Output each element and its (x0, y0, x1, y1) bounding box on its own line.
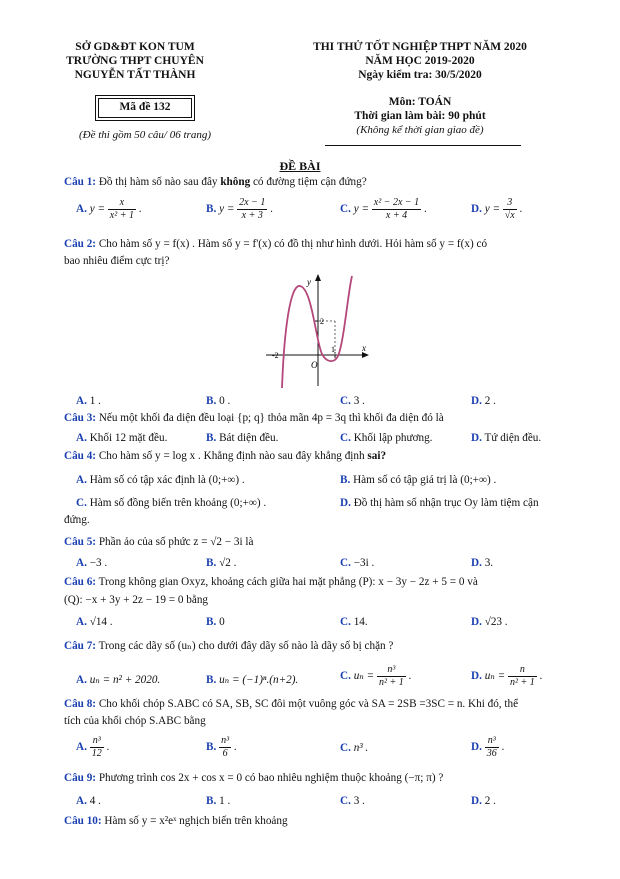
q4-option-c[interactable] (76, 497, 266, 509)
y-axis-arrow (315, 274, 321, 281)
q1-option-c[interactable]: C. y = $\frac{\text{x² − 2x − 1}}{x + 4}$ . (340, 197, 427, 221)
option-text: 1 . (89, 395, 101, 407)
option-label: D. (471, 395, 482, 407)
question-1-text-b: có đường tiệm cận đứng? (250, 176, 367, 188)
question-7-text: Trong các dãy số (uₙ) cho dưới đây dãy số nào là dãy số bị chặn ? (96, 640, 394, 652)
option-text: Tứ diện đều. (484, 432, 542, 444)
option-label: D. (471, 432, 482, 444)
option-text: Hàm số có tập xác định là (0;+∞) . (89, 474, 245, 486)
header-divider (325, 145, 521, 146)
q3-option-a[interactable] (76, 432, 167, 444)
question-7-number: Câu 7: (64, 640, 97, 652)
question-6-text-line2: (Q): −x + 3y + 2z − 19 = 0 bằng (64, 594, 209, 606)
question-6-number: Câu 6: (64, 576, 97, 588)
option-label: C. (340, 203, 351, 216)
option-label: C. (340, 616, 351, 628)
question-5 (64, 536, 254, 548)
q7-c-lhs: uₙ = (353, 670, 375, 683)
question-8-number: Câu 8: (64, 698, 97, 710)
q4-option-d-continued: đứng. (64, 514, 90, 526)
option-label: B. (206, 432, 217, 444)
option-text: Bát diện đều. (219, 432, 279, 444)
question-3-text: Nếu một khối đa diện đều loại {p; q} thỏa mãn 4p = 3q thì khối đa diện đó là (96, 412, 444, 424)
q1-d-lhs: y = (484, 203, 500, 216)
q8-d-fraction: $\frac{\text{n³}}{36}$ (486, 735, 497, 759)
origin-label: O (311, 360, 318, 370)
option-label: A. (76, 795, 87, 807)
option-text: uₙ = (−1)ⁿ.(n+2). (219, 674, 299, 686)
option-label: A. (76, 432, 87, 444)
q1-c-lhs: y = (353, 203, 369, 216)
q4-option-d[interactable] (340, 497, 539, 509)
question-3 (64, 412, 444, 424)
q4-option-a[interactable] (76, 474, 245, 486)
q8-option-a[interactable]: A. $\frac{\text{n³}}{12}$ . (76, 735, 110, 759)
option-text: √23 . (484, 616, 508, 628)
option-text: 3 . (353, 795, 365, 807)
option-text: Đồ thị hàm số nhận trục Oy làm tiệm cận (353, 497, 539, 509)
q6-option-b[interactable] (206, 616, 225, 628)
option-text: 3 . (353, 395, 365, 407)
option-label: B. (340, 474, 351, 486)
option-label: A. (76, 474, 87, 486)
option-text: 0 (219, 616, 225, 628)
q8-option-c[interactable] (340, 742, 368, 754)
option-label: A. (76, 674, 87, 686)
question-10-number: Câu 10: (64, 815, 102, 827)
option-label: B. (206, 674, 217, 686)
option-label: D. (471, 670, 482, 683)
q1-option-b[interactable]: B. y = $\frac{2x - 1}{x + 3}$ . (206, 197, 273, 221)
q1-c-fraction: $\frac{\text{x² − 2x − 1}}{x + 4}$ (373, 197, 420, 221)
option-label: A. (76, 741, 87, 754)
tick-label-minus-2: -2 (272, 351, 279, 360)
section-title: ĐỀ BÀI (279, 159, 321, 173)
option-text: 1 . (219, 795, 231, 807)
question-2-text: Cho hàm số y = f(x) . Hàm số y = f'(x) có đồ thị như hình dưới. Hỏi hàm số y = f(x) có (96, 238, 488, 250)
question-5-number: Câu 5: (64, 536, 97, 548)
q5-option-c[interactable] (340, 557, 374, 569)
question-6 (64, 576, 478, 588)
option-text: Hàm số có tập giá trị là (0;+∞) . (353, 474, 497, 486)
question-7 (64, 639, 393, 652)
option-text: √14 . (89, 616, 113, 628)
q1-a-lhs: y = (89, 203, 105, 216)
question-10-text: Hàm số y = x²eˣ nghịch biến trên khoảng (101, 815, 288, 827)
option-label: B. (206, 616, 217, 628)
q8-option-d[interactable]: D. $\frac{\text{n³}}{36}$ . (471, 735, 505, 759)
q8-b-fraction: $\frac{\text{n³}}{6}$ (221, 735, 230, 759)
q8-a-fraction: $\frac{\text{n³}}{12}$ (91, 735, 102, 759)
option-label: D. (471, 795, 482, 807)
q2-option-a[interactable] (76, 395, 101, 407)
option-label: B. (206, 557, 217, 569)
q2-option-b[interactable] (206, 395, 230, 407)
q1-option-a[interactable]: A. y = $\frac{x}{\text{x² + 1}}$ . (76, 197, 142, 221)
q7-option-c[interactable]: C. uₙ = $\frac{\text{n³}}{\text{n² + 1}}$ . (340, 664, 412, 688)
question-2-text-line2: bao nhiêu điểm cực trị? (64, 255, 170, 267)
option-text: 4 . (89, 795, 101, 807)
question-3-number: Câu 3: (64, 412, 97, 424)
q7-option-b[interactable] (206, 673, 298, 686)
q7-d-fraction: $\frac{n}{\text{n² + 1}}$ (509, 664, 535, 688)
option-label: D. (471, 741, 482, 754)
question-1-number: Câu 1: (64, 176, 97, 188)
option-label: C. (340, 670, 351, 683)
exam-date: Ngày kiểm tra: 30/5/2020 (358, 69, 482, 81)
q1-b-lhs: y = (219, 203, 235, 216)
q5-option-b[interactable] (206, 557, 236, 569)
option-label: D. (471, 203, 482, 216)
f-prime-curve (282, 276, 352, 388)
question-1-bold: không (220, 176, 251, 188)
question-4-text: Cho hàm số y = log x . Khẳng định nào sau đây khẳng định (96, 450, 368, 462)
option-text: −3 . (89, 557, 108, 569)
option-label: D. (340, 497, 351, 509)
q6-option-c[interactable] (340, 616, 368, 628)
option-label: C. (340, 742, 351, 754)
question-4 (64, 450, 386, 462)
q5-option-d[interactable] (471, 557, 493, 569)
exam-code: Mã đề 132 (119, 101, 171, 113)
q1-option-d[interactable]: D. y = $\frac{3}{√x}$ . (471, 197, 523, 221)
q9-option-d[interactable] (471, 795, 496, 807)
question-9-text: Phương trình cos 2x + cos x = 0 có bao nhiêu nghiệm thuộc khoảng (−π; π) ? (96, 772, 444, 784)
question-6-text: Trong không gian Oxyz, khoảng cách giữa hai mặt phẳng (P): x − 3y − 2z + 5 = 0 và (96, 576, 478, 588)
option-text: 2 . (484, 395, 496, 407)
option-label: B. (206, 395, 217, 407)
option-text: √2 . (219, 557, 237, 569)
time-note: (Không kể thời gian giao đề) (356, 124, 484, 136)
q2-option-c[interactable] (340, 395, 365, 407)
question-4-number: Câu 4: (64, 450, 97, 462)
question-1 (64, 176, 367, 188)
option-text: uₙ = n² + 2020. (89, 674, 161, 686)
q9-option-a[interactable] (76, 795, 101, 807)
option-text: Hàm số đồng biến trên khoảng (0;+∞) . (89, 497, 267, 509)
school-dept: SỞ GD&ĐT KON TUM (75, 41, 195, 53)
question-8 (64, 698, 518, 710)
q7-c-fraction: $\frac{\text{n³}}{\text{n² + 1}}$ (378, 664, 404, 688)
option-text: 3. (484, 557, 494, 569)
q3-option-b[interactable] (206, 432, 278, 444)
pages-note: (Đề thi gồm 50 câu/ 06 trang) (79, 129, 211, 141)
q4-option-b[interactable] (340, 474, 496, 486)
y-axis-label: y (307, 277, 311, 287)
question-8-text: Cho khối chóp S.ABC có SA, SB, SC đôi một vuông góc và SA = 2SB =3SC = n. Khi đó, thể (96, 698, 519, 710)
option-label: C. (340, 557, 351, 569)
option-text: 14. (353, 616, 368, 628)
option-label: D. (471, 557, 482, 569)
school-year: NĂM HỌC 2019-2020 (365, 55, 475, 67)
derivative-graph (262, 272, 372, 390)
option-label: B. (206, 203, 217, 216)
q1-a-fraction: $\frac{x}{\text{x² + 1}}$ (109, 197, 134, 221)
q8-option-b[interactable]: B. $\frac{\text{n³}}{6}$ . (206, 735, 237, 759)
q3-option-d[interactable] (471, 432, 541, 444)
question-1-text-a: Đồ thị hàm số nào sau đây (96, 176, 221, 188)
option-label: C. (76, 497, 87, 509)
option-label: A. (76, 616, 87, 628)
question-9-number: Câu 9: (64, 772, 97, 784)
option-label: A. (76, 395, 87, 407)
option-text: 0 . (219, 395, 231, 407)
option-text: n³ . (353, 742, 369, 754)
option-label: B. (206, 795, 217, 807)
q7-d-lhs: uₙ = (484, 670, 506, 683)
tick-label-2: 2 (320, 317, 324, 326)
option-text: 2 . (484, 795, 496, 807)
x-axis-label: x (362, 343, 366, 353)
q3-option-c[interactable] (340, 432, 432, 444)
question-5-text: Phần ảo của số phức z = √2 − 3i là (96, 536, 254, 548)
question-10 (64, 815, 288, 827)
option-label: A. (76, 203, 87, 216)
q1-d-fraction: $\frac{3}{√x}$ (504, 197, 515, 221)
question-2-number: Câu 2: (64, 238, 97, 250)
school-name: NGUYỄN TẤT THÀNH (74, 69, 196, 81)
option-label: C. (340, 432, 351, 444)
q2-option-d[interactable] (471, 395, 496, 407)
q1-b-fraction: $\frac{2x - 1}{x + 3}$ (239, 197, 266, 221)
option-text: −3i . (353, 557, 375, 569)
q6-option-a[interactable] (76, 616, 113, 628)
q5-option-a[interactable] (76, 557, 107, 569)
q7-option-a[interactable] (76, 673, 160, 686)
option-text: Khối 12 mặt đều. (89, 432, 168, 444)
subject: Môn: TOÁN (388, 96, 452, 108)
duration: Thời gian làm bài: 90 phút (354, 110, 486, 122)
question-2 (64, 238, 487, 250)
option-label: D. (471, 616, 482, 628)
question-4-bold: sai? (367, 450, 387, 462)
tick-label-1: 1 (331, 345, 335, 354)
option-label: C. (340, 795, 351, 807)
q9-option-b[interactable] (206, 795, 230, 807)
option-label: B. (206, 741, 217, 754)
school-type: TRƯỜNG THPT CHUYÊN (66, 55, 204, 67)
q9-option-c[interactable] (340, 795, 365, 807)
question-9 (64, 772, 443, 784)
exam-title: THI THỬ TỐT NGHIỆP THPT NĂM 2020 (313, 41, 527, 53)
q7-option-d[interactable]: D. uₙ = $\frac{n}{\text{n² + 1}}$ . (471, 664, 543, 688)
option-label: C. (340, 395, 351, 407)
q6-option-d[interactable] (471, 616, 508, 628)
option-label: A. (76, 557, 87, 569)
option-text: Khối lập phương. (353, 432, 433, 444)
question-8-text-line2: tích của khối chóp S.ABC bằng (64, 715, 206, 727)
